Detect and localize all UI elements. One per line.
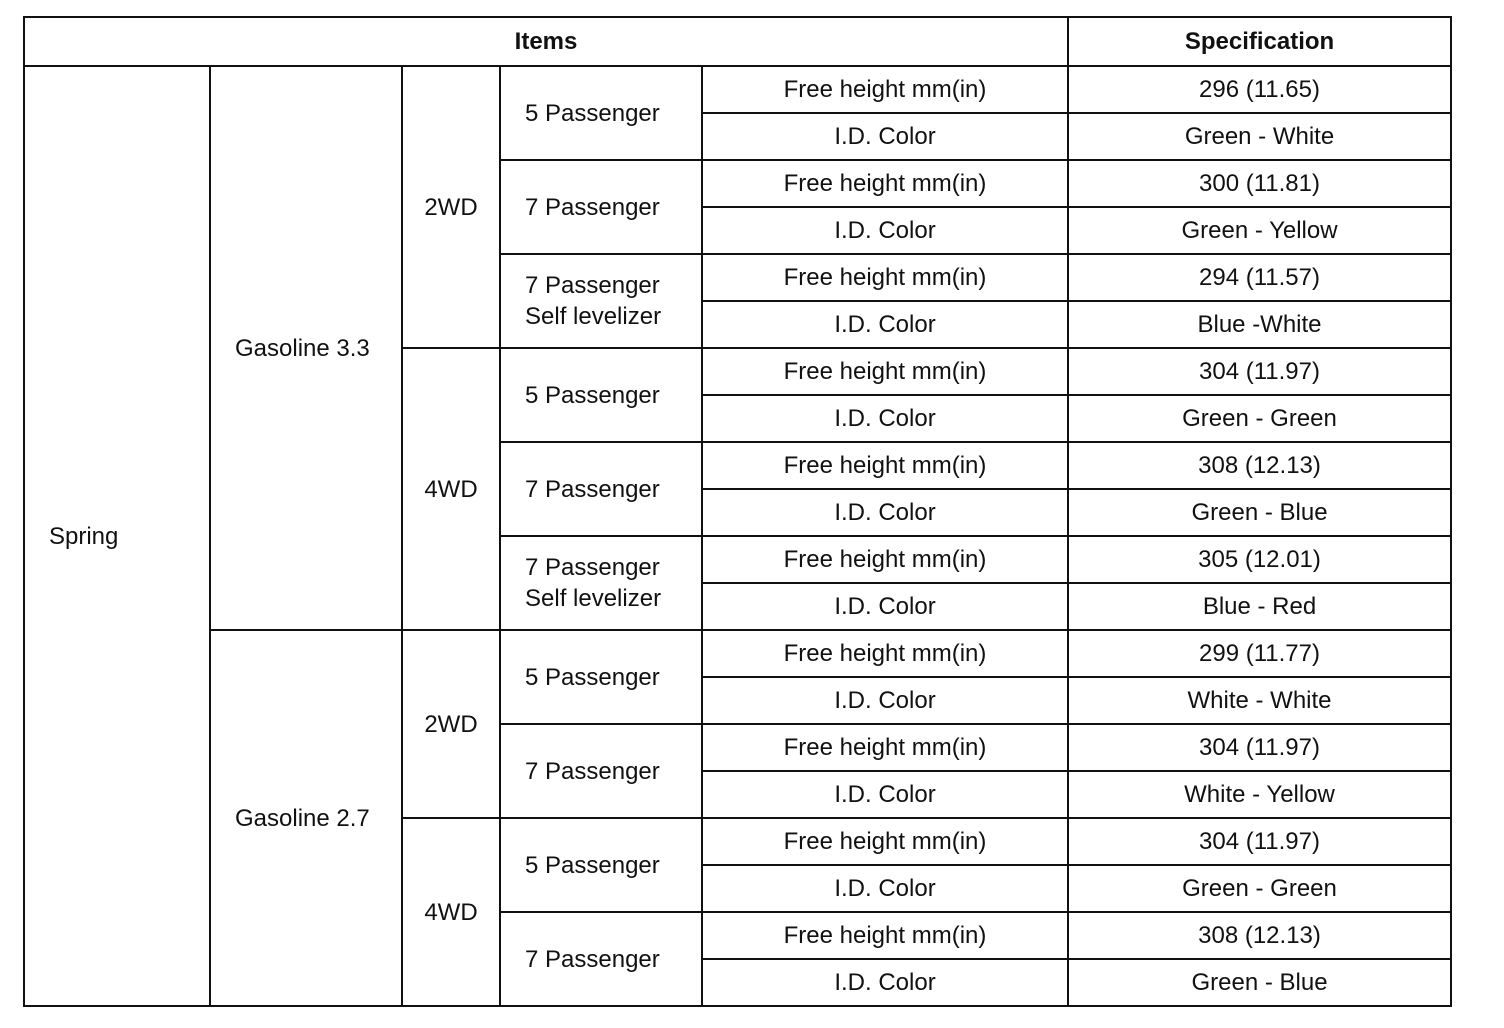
passenger-cell — [500, 724, 702, 818]
free-height-label: Free height mm(in) — [702, 66, 1068, 113]
free-height-value: 296 (11.65) — [1068, 66, 1451, 113]
passenger-label-line: 7 Passenger — [525, 554, 660, 581]
free-height-value: 304 (11.97) — [1068, 818, 1451, 865]
id-color-value: Green - Green — [1068, 395, 1451, 442]
free-height-label: Free height mm(in) — [702, 724, 1068, 771]
spring-spec-table — [23, 16, 1452, 1007]
free-height-value: 304 (11.97) — [1068, 724, 1451, 771]
drive-cell: 2WD — [402, 66, 500, 348]
id-color-label: I.D. Color — [702, 583, 1068, 630]
free-height-label: Free height mm(in) — [702, 818, 1068, 865]
passenger-label-line: 5 Passenger — [525, 851, 660, 879]
id-color-value: White - White — [1068, 677, 1451, 724]
free-height-value: 305 (12.01) — [1068, 536, 1451, 583]
free-height-value: 308 (12.13) — [1068, 442, 1451, 489]
passenger-label-line: 7 Passenger — [525, 272, 660, 299]
id-color-label: I.D. Color — [702, 677, 1068, 724]
id-color-label: I.D. Color — [702, 865, 1068, 912]
id-color-value: Blue - Red — [1068, 583, 1451, 630]
passenger-cell — [500, 254, 702, 348]
spec-body — [24, 66, 1451, 1006]
passenger-cell — [500, 818, 702, 912]
free-height-label: Free height mm(in) — [702, 254, 1068, 301]
id-color-value: Green - White — [1068, 113, 1451, 160]
table-row — [24, 66, 1451, 113]
passenger-label-line: Self levelizer — [525, 585, 662, 612]
passenger-cell — [500, 66, 702, 160]
free-height-label: Free height mm(in) — [702, 536, 1068, 583]
passenger-cell — [500, 630, 702, 724]
table-row — [24, 630, 1451, 677]
header-row — [24, 17, 1451, 66]
passenger-cell — [500, 160, 702, 254]
passenger-cell — [500, 348, 702, 442]
free-height-value: 299 (11.77) — [1068, 630, 1451, 677]
free-height-label: Free height mm(in) — [702, 160, 1068, 207]
passenger-label-line: 5 Passenger — [525, 99, 660, 127]
id-color-value: Green - Yellow — [1068, 207, 1451, 254]
id-color-label: I.D. Color — [702, 113, 1068, 160]
id-color-label: I.D. Color — [702, 489, 1068, 536]
free-height-value: 294 (11.57) — [1068, 254, 1451, 301]
drive-cell: 2WD — [402, 630, 500, 818]
id-color-value: Blue -White — [1068, 301, 1451, 348]
component-cell: Spring — [24, 66, 210, 1006]
id-color-value: Green - Green — [1068, 865, 1451, 912]
passenger-label-line: 5 Passenger — [525, 381, 660, 409]
engine-cell: Gasoline 2.7 — [210, 630, 402, 1006]
id-color-value: Green - Blue — [1068, 959, 1451, 1006]
passenger-label-line: Self levelizer — [525, 303, 662, 330]
id-color-value: White - Yellow — [1068, 771, 1451, 818]
passenger-label-line: 5 Passenger — [525, 663, 660, 691]
id-color-label: I.D. Color — [702, 207, 1068, 254]
id-color-label: I.D. Color — [702, 301, 1068, 348]
free-height-label: Free height mm(in) — [702, 442, 1068, 489]
free-height-label: Free height mm(in) — [702, 912, 1068, 959]
drive-cell: 4WD — [402, 818, 500, 1006]
passenger-label-line: 7 Passenger — [525, 757, 660, 785]
specification-header: Specification — [1068, 17, 1451, 66]
engine-cell: Gasoline 3.3 — [210, 66, 402, 630]
passenger-cell — [500, 912, 702, 1006]
id-color-value: Green - Blue — [1068, 489, 1451, 536]
drive-cell: 4WD — [402, 348, 500, 630]
passenger-label-line: 7 Passenger — [525, 475, 660, 503]
id-color-label: I.D. Color — [702, 771, 1068, 818]
passenger-label-line: 7 Passenger — [525, 945, 660, 973]
free-height-label: Free height mm(in) — [702, 630, 1068, 677]
free-height-label: Free height mm(in) — [702, 348, 1068, 395]
passenger-cell — [500, 442, 702, 536]
passenger-cell — [500, 536, 702, 630]
id-color-label: I.D. Color — [702, 395, 1068, 442]
id-color-label: I.D. Color — [702, 959, 1068, 1006]
free-height-value: 308 (12.13) — [1068, 912, 1451, 959]
free-height-value: 300 (11.81) — [1068, 160, 1451, 207]
free-height-value: 304 (11.97) — [1068, 348, 1451, 395]
items-header: Items — [24, 17, 1068, 66]
passenger-label-line: 7 Passenger — [525, 193, 660, 221]
